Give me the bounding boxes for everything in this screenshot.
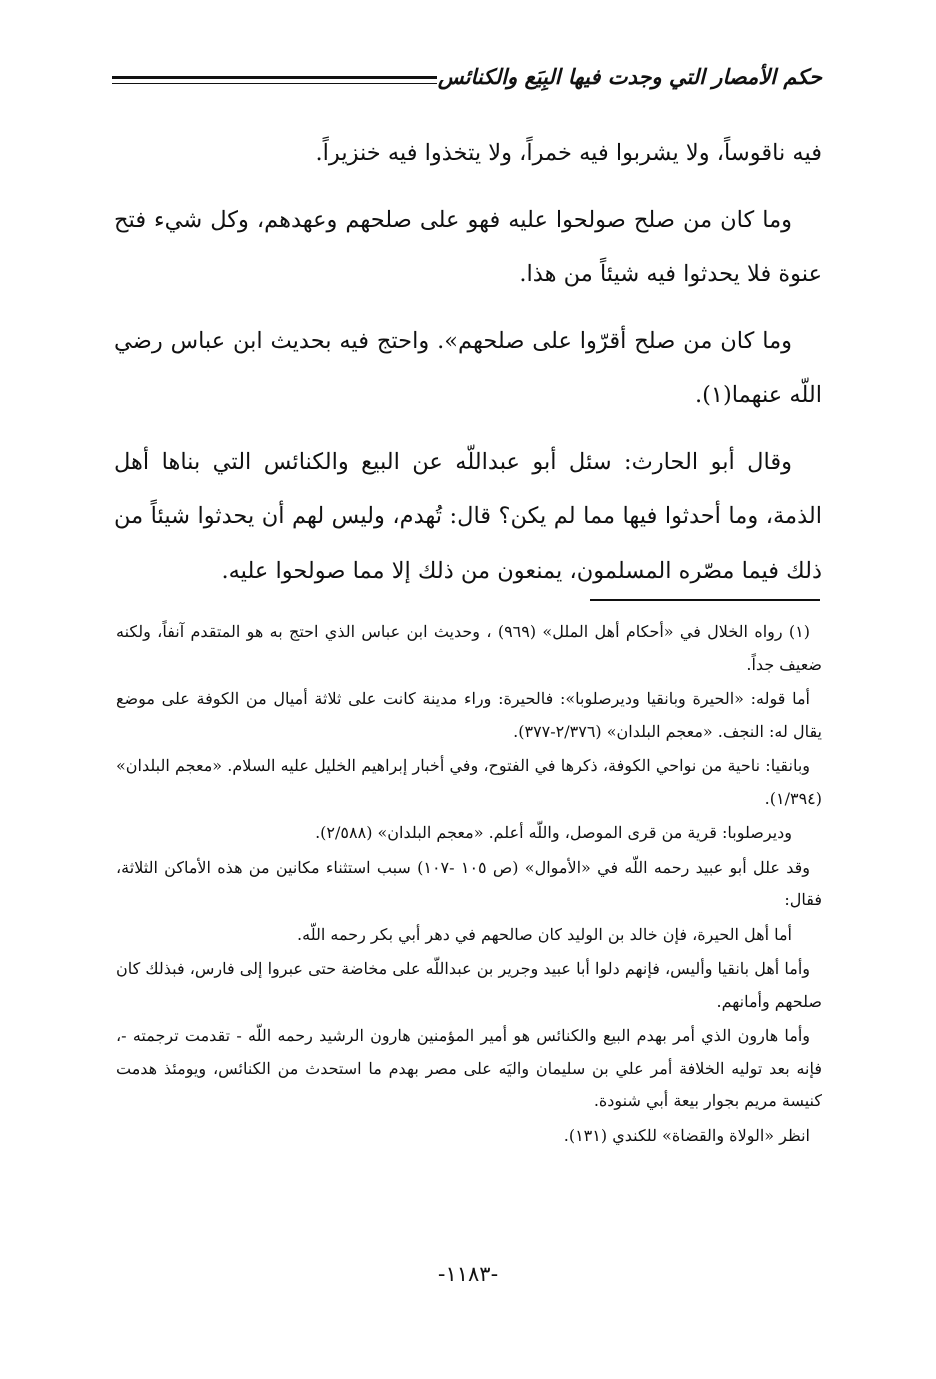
footnote-item: أما أهل الحيرة، فإن خالد بن الوليد كان صالحهم في دهر أبي بكر رحمه اللّه. [297, 924, 792, 944]
body-paragraph: وما كان من صلح أقرّوا على صلحهم». واحتج فيه بحديث ابن عباس رضي اللّه عنهما(١). [114, 327, 822, 408]
footnote-item: وبانقيا: ناحية من نواحي الكوفة، ذكرها في الفتوح، وفي أخبار إبراهيم الخليل عليه السلام. «معجم البلدان» (١/٣٩٤). [116, 756, 822, 808]
body-paragraph: فيه ناقوساً، ولا يشربوا فيه خمراً، ولا يتخذوا فيه خنزيراً. [315, 140, 822, 166]
page-number: -١١٨٣- [437, 1262, 499, 1286]
footnote-item: وقد علل أبو عبيد رحمه اللّه في «الأموال» (ص ١٠٥ -١٠٧) سبب استثناء مكانين من هذه الأماكن الثلاثة، فقال: [116, 857, 822, 909]
footnote-separator [590, 599, 820, 601]
footnote-item: وأما هارون الذي أمر بهدم البيع والكنائس هو أمير المؤمنين هارون الرشيد رحمه اللّه - تقدمت ترجمته -، فإنه بعد توليه الخلافة أمر علي بن سليمان واليَه على مصر بهدم ما استحدث من الكنائس، ويومئذ هدمت كنيسة مريم بجوار بيعة أبي شنودة. [116, 1026, 822, 1110]
header-rule [112, 76, 437, 79]
header-rule [112, 83, 437, 84]
main-text [114, 126, 822, 610]
footnotes [116, 616, 822, 1154]
body-paragraph: وما كان من صلح صولحوا عليه فهو على صلحهم وعهدهم، وكل شيء فتح عنوة فلا يحدثوا فيه شيئاً من هذا. [114, 206, 822, 287]
footnote-item: وديرصلوبا: قرية من قرى الموصل، واللّه أعلم. «معجم البلدان» (٢/٥٨٨). [315, 823, 792, 842]
body-paragraph: وقال أبو الحارث: سئل أبو عبداللّه عن البيع والكنائس التي بناها أهل الذمة، وما أحدثوا فيها مما لم يكن؟ قال: تُهدم، وليس لهم أن يحدثوا شيئاً من ذلك فيما مصّره المسلمون، يمنعون من ذلك إلا مما صولحوا عليه. [114, 448, 822, 584]
footnote-item: انظر «الولاة والقضاة» للكندي (١٣١). [563, 1125, 810, 1145]
footnote-item: (١) رواه الخلال في «أحكام أهل الملل» (٩٦٩) ، وحديث ابن عباس الذي احتج به هو المتقدم آنفاً، ولكنه ضعيف جداً. [116, 622, 822, 674]
footnote-item: وأما أهل بانقيا وأليس، فإنهم دلوا أبا عبيد وجرير بن عبداللّه على مخاضة حتى عبروا إلى فارس، فبذلك كان صلحهم وأمانهم. [116, 959, 822, 1011]
footnote-item: أما قوله: «الحيرة وبانقيا وديرصلوبا»: فالحيرة: وراء مدينة كانت على ثلاثة أميال من الكوفة على موضع يقال له: النجف. «معجم البلدان» (٢/٣٧٦-٣٧٧). [116, 689, 822, 741]
running-header [112, 62, 822, 98]
header-title: حكم الأمصار التي وجدت فيها البِيَع والكنائس [437, 65, 822, 89]
